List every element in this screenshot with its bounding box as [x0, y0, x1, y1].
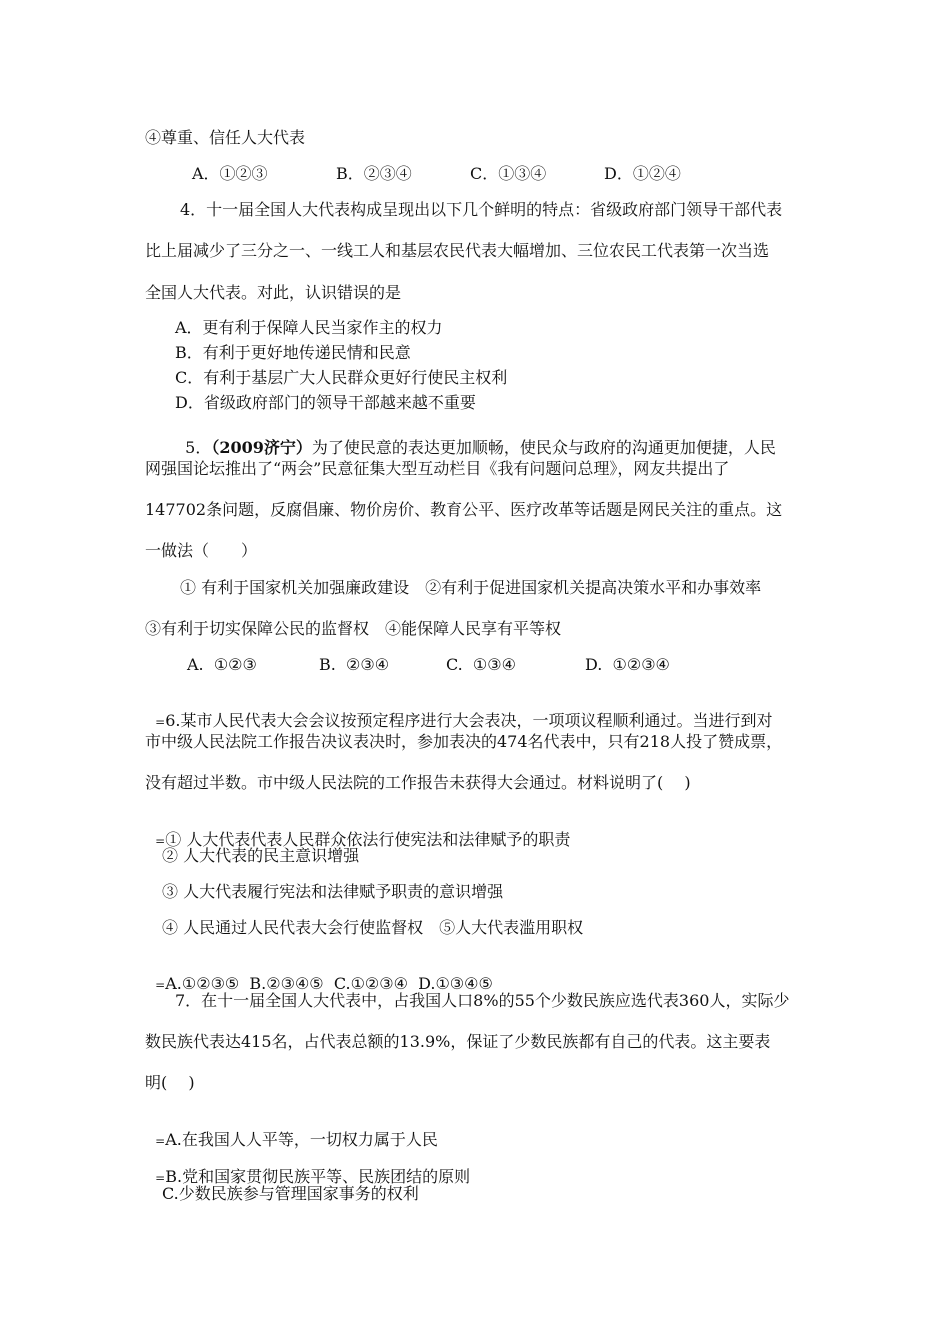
q6-statement-2: ② 人大代表的民主意识增强	[162, 846, 360, 865]
q5-number: 5．	[185, 438, 212, 457]
q5-option-a: A. ①②③	[187, 655, 257, 674]
q6-statement-1	[145, 810, 570, 851]
q4-stem-line2: 比上届减少了三分之一、一线工人和基层农民代表大幅增加、三位农民工代表第一次当选	[145, 241, 770, 260]
q4-stem-line1: 4．十一届全国人大代表构成呈现出以下几个鲜明的特点：省级政府部门领导干部代表	[180, 200, 783, 219]
q7-b-equals-mark: =	[155, 1171, 166, 1185]
q7-a-equals-mark: =	[155, 1134, 166, 1148]
q7-stem-line3: 明( )	[145, 1073, 195, 1092]
q7-option-a-text: A.在我国人人平等，一切权力属于人民	[165, 1130, 438, 1149]
q5-option-d: D. ①②③④	[585, 655, 670, 674]
q5-stem-line3: 147702条问题，反腐倡廉、物价房价、教育公平、医疗改革等话题是网民关注的重点。这	[145, 500, 783, 519]
q4-option-a: A．更有利于保障人民当家作主的权力	[175, 318, 443, 337]
q6-stem-line2: 市中级人民法院工作报告决议表决时，参加表决的474名代表中，只有218人投了赞成票，	[145, 732, 783, 751]
q6-stem-line1	[145, 691, 773, 732]
q4-option-c: C．有利于基层广大人民群众更好行使民主权利	[175, 368, 508, 387]
q6-statement-4: ④ 人民通过人民代表大会行使监督权 ⑤人大代表滥用职权	[162, 918, 584, 937]
q4-option-b: B．有利于更好地传递民情和民意	[175, 343, 411, 362]
q6-s1-text: ① 人大代表代表人民群众依法行使宪法和法律赋予的职责	[165, 830, 571, 849]
q6-options-text: A.①②③⑤ B.②③④⑤ C.①②③④ D.①③④⑤	[165, 974, 493, 993]
q7-option-b	[145, 1147, 470, 1188]
q3-option-d: D．①②④	[604, 164, 681, 183]
q3-option-a: A．①②③	[192, 164, 268, 183]
q5-option-c: C. ①③④	[446, 655, 516, 674]
q7-option-b-text: B.党和国家贯彻民族平等、民族团结的原则	[165, 1167, 471, 1186]
q5-stem-line1	[175, 418, 776, 458]
q7-option-a	[145, 1110, 438, 1151]
q6-options	[145, 954, 493, 995]
q4-option-d: D．省级政府部门的领导干部越来越不重要	[175, 393, 476, 412]
q3-item4: ④尊重、信任人大代表	[145, 128, 306, 147]
q6-s1-equals-mark: =	[155, 834, 166, 848]
q7-option-c: C.少数民族参与管理国家事务的权利	[162, 1184, 419, 1203]
q5-option-b: B. ②③④	[319, 655, 390, 674]
q6-equals-mark: =	[155, 715, 166, 729]
q6-stem-line1-text: 6.某市人民代表大会会议按预定程序进行大会表决，一项项议程顺利通过。当进行到对	[165, 711, 773, 730]
q3-option-c: C．①③④	[470, 164, 547, 183]
q6-stem-line3: 没有超过半数。市中级人民法院的工作报告未获得大会通过。材料说明了( )	[145, 773, 691, 792]
q6-statement-3: ③ 人大代表履行宪法和法律赋予职责的意识增强	[162, 882, 504, 901]
q5-source: （2009济宁）	[211, 438, 312, 457]
q5-statement-2: ③有利于切实保障公民的监督权 ④能保障人民享有平等权	[145, 619, 562, 638]
q7-stem-line2: 数民族代表达415名，占代表总额的13.9%，保证了少数民族都有自己的代表。这主要表	[145, 1032, 771, 1051]
q7-stem-line1: 7．在十一届全国人大代表中，占我国人口8%的55个少数民族应选代表360人，实际少	[175, 991, 790, 1010]
q4-stem-line3: 全国人大代表。对此，认识错误的是	[145, 283, 402, 302]
q5-stem-line2: 网强国论坛推出了“两会”民意征集大型互动栏目《我有问题问总理》，网友共提出了	[145, 459, 730, 478]
q5-stem-line4: 一做法（ ）	[145, 541, 258, 560]
q6-opt-equals-mark: =	[155, 978, 166, 992]
q5-statement-1: ① 有利于国家机关加强廉政建设 ②有利于促进国家机关提高决策水平和办事效率	[180, 578, 762, 597]
q3-option-b: B．②③④	[336, 164, 412, 183]
q5-stem-line1-rest: 为了使民意的表达更加顺畅，使民众与政府的沟通更加便捷，人民	[311, 438, 776, 457]
